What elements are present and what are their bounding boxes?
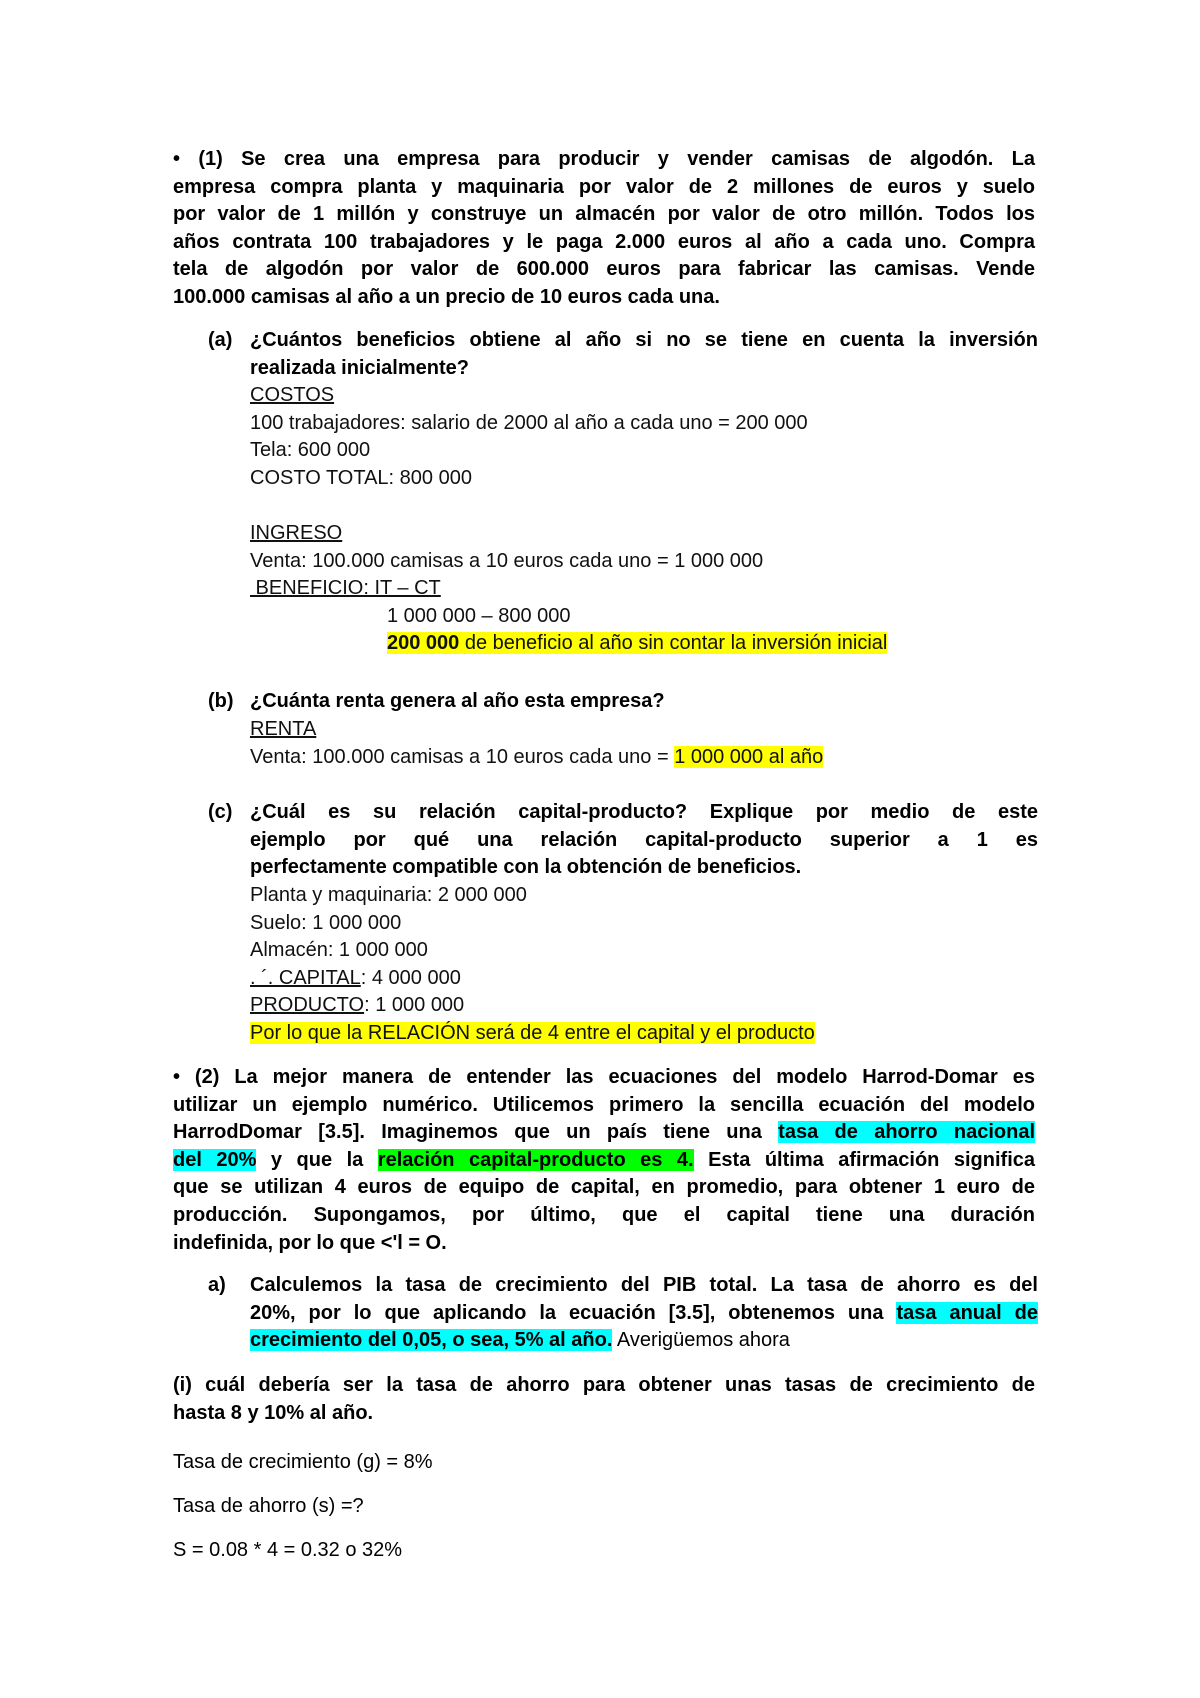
capital-label: . ´. CAPITAL bbox=[250, 966, 361, 989]
problem-2-text: Esta última afirmación significa bbox=[693, 1148, 1036, 1171]
ahorro-highlight: del 20% bbox=[173, 1148, 257, 1171]
problem-2-line bbox=[173, 1119, 1035, 1147]
problem-2-text: HarrodDomar [3.5]. Imaginemos que un país tiene una bbox=[173, 1121, 779, 1144]
costos-heading: COSTOS bbox=[250, 384, 335, 406]
cost-total: COSTO TOTAL: 800 000 bbox=[250, 466, 472, 489]
problem-1-line: tela de algodón por valor de 600.000 euros para fabricar las camisas. Vende bbox=[173, 258, 1035, 281]
renta-heading: RENTA bbox=[250, 718, 317, 740]
problem-2-statement bbox=[173, 1064, 1035, 1257]
problem-1-line: por valor de 1 millón y construye un almacén por valor de otro millón. Todos los bbox=[173, 203, 1035, 226]
producto-total bbox=[250, 992, 1010, 1020]
question-b-marker: (b) bbox=[208, 690, 234, 712]
beneficio-value: 200 000 bbox=[387, 632, 460, 655]
question-a-line: realizada inicialmente? bbox=[250, 356, 469, 379]
renta-line bbox=[250, 744, 1010, 772]
beneficio-text: de beneficio al año sin contar la inversión inicial bbox=[459, 632, 888, 655]
answer-a bbox=[250, 382, 1010, 658]
problem-2-line: producción. Supongamos, por último, que el capital tiene una duración bbox=[173, 1203, 1035, 1226]
question-i-line: hasta 8 y 10% al año. bbox=[173, 1401, 374, 1424]
problem-1-line: años contrata 100 trabajadores y le paga 2.000 euros al año a cada uno. Compra bbox=[173, 230, 1035, 253]
capital-item: Suelo: 1 000 000 bbox=[250, 911, 402, 934]
venta-line: Venta: 100.000 camisas a 10 euros cada uno = 1 000 000 bbox=[250, 549, 764, 572]
ahorro-highlight: tasa de ahorro nacional bbox=[778, 1121, 1035, 1144]
question-c-marker: (c) bbox=[208, 801, 233, 823]
relacion-conclusion bbox=[250, 1020, 1010, 1048]
question-a2-text: Averigüemos ahora bbox=[612, 1329, 790, 1352]
capital-value: : 4 000 000 bbox=[360, 966, 461, 989]
conclusion-text: Por lo que la RELACIÓN será de 4 entre el capital y el producto bbox=[250, 1021, 815, 1044]
question-a-line: ¿Cuántos beneficios obtiene al año si no se tiene en cuenta la inversión bbox=[250, 329, 1038, 351]
question-c-line: ¿Cuál es su relación capital-producto? Explique por medio de este bbox=[250, 801, 1038, 823]
problem-2-line: que se utilizan 4 euros de equipo de capital, en promedio, para obtener 1 euro de bbox=[173, 1176, 1035, 1199]
question-a2-line: Calculemos la tasa de crecimiento del PIB total. La tasa de ahorro es del bbox=[250, 1274, 1038, 1296]
problem-1-line: • (1) Se crea una empresa para producir y vender camisas de algodón. La bbox=[173, 148, 1035, 170]
question-a-marker: (a) bbox=[208, 329, 233, 351]
problem-2-text: y que la bbox=[256, 1148, 378, 1171]
capital-item: Almacén: 1 000 000 bbox=[250, 939, 428, 962]
savings-result-line: S = 0.08 * 4 = 0.32 o 32% bbox=[173, 1539, 403, 1561]
cost-line: Tela: 600 000 bbox=[250, 439, 371, 462]
relacion-highlight: relación capital-producto es 4. bbox=[377, 1148, 694, 1171]
beneficio-calc: 1 000 000 – 800 000 bbox=[387, 604, 571, 627]
crecimiento-highlight: tasa anual de bbox=[896, 1301, 1039, 1324]
question-b-line: ¿Cuánta renta genera al año esta empresa? bbox=[250, 690, 665, 712]
question-c-line: perfectamente compatible con la obtención de beneficios. bbox=[250, 856, 802, 879]
problem-1-statement bbox=[173, 146, 1035, 312]
answer-b bbox=[250, 716, 1010, 771]
renta-value: 1 000 000 al año bbox=[674, 745, 824, 768]
cost-line: 100 trabajadores: salario de 2000 al año a cada uno = 200 000 bbox=[250, 411, 808, 434]
problem-2-line: • (2) La mejor manera de entender las ecuaciones del modelo Harrod-Domar es bbox=[173, 1066, 1035, 1088]
producto-label: PRODUCTO bbox=[250, 994, 365, 1017]
problem-2-line: utilizar un ejemplo numérico. Utilicemos primero la sencilla ecuación del modelo bbox=[173, 1093, 1035, 1116]
capital-item: Planta y maquinaria: 2 000 000 bbox=[250, 884, 527, 906]
growth-rate-line: Tasa de crecimiento (g) = 8% bbox=[173, 1451, 433, 1473]
ingreso-heading: INGRESO bbox=[250, 521, 343, 544]
problem-1-line: 100.000 camisas al año a un precio de 10 euros cada una. bbox=[173, 285, 720, 308]
beneficio-heading: BENEFICIO: IT – CT bbox=[250, 577, 441, 600]
question-a2-line bbox=[250, 1327, 1038, 1355]
question-a2-line bbox=[250, 1300, 1038, 1328]
beneficio-result bbox=[250, 630, 1010, 658]
problem-2-line bbox=[173, 1147, 1035, 1175]
crecimiento-highlight: crecimiento del 0,05, o sea, 5% al año. bbox=[250, 1329, 613, 1352]
question-i bbox=[173, 1372, 1035, 1427]
producto-value: : 1 000 000 bbox=[364, 994, 465, 1017]
question-a2-text: 20%, por lo que aplicando la ecuación [3.5], obtenemos una bbox=[250, 1301, 897, 1324]
capital-total bbox=[250, 965, 1010, 993]
question-c-line: ejemplo por qué una relación capital-producto superior a 1 es bbox=[250, 828, 1038, 851]
savings-rate-line: Tasa de ahorro (s) =? bbox=[173, 1495, 364, 1517]
renta-text: Venta: 100.000 camisas a 10 euros cada uno = bbox=[250, 745, 675, 768]
question-a2-marker: a) bbox=[208, 1274, 226, 1296]
problem-2-line: indefinida, por lo que <'l = O. bbox=[173, 1231, 447, 1254]
problem-1-line: empresa compra planta y maquinaria por valor de 2 millones de euros y suelo bbox=[173, 175, 1035, 198]
question-i-line: (i) cuál debería ser la tasa de ahorro para obtener unas tasas de crecimiento de bbox=[173, 1374, 1035, 1396]
answer-c bbox=[250, 882, 1010, 1048]
